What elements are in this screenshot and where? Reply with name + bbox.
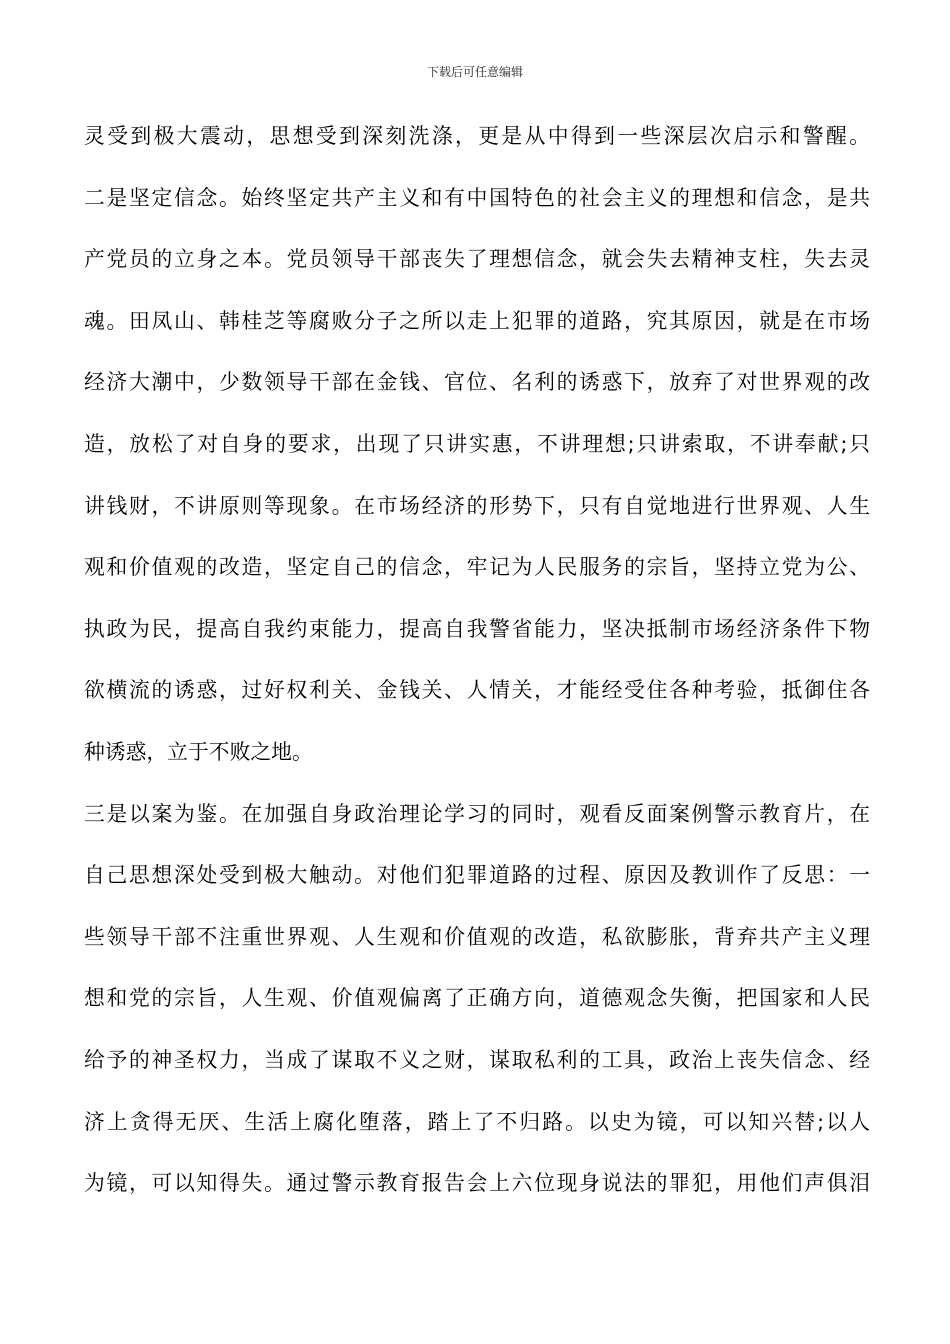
text-line: 欲横流的诱惑，过好权利关、金钱关、人情关，才能经受住各种考验，抵御住各 bbox=[84, 678, 870, 703]
text-line: 产党员的立身之本。党员领导干部丧失了理想信念，就会失去精神支柱，失去灵 bbox=[84, 247, 870, 272]
text-line: 观和价值观的改造，坚定自己的信念，牢记为人民服务的宗旨，坚持立党为公、 bbox=[84, 555, 870, 580]
text-line: 济上贪得无厌、生活上腐化堕落，踏上了不归路。以史为镜，可以知兴替;以人 bbox=[84, 1109, 870, 1134]
text-line: 灵受到极大震动，思想受到深刻洗涤，更是从中得到一些深层次启示和警醒。 bbox=[84, 124, 870, 148]
text-line: 些领导干部不注重世界观、人生观和价值观的改造，私欲膨胀，背弃共产主义理 bbox=[84, 924, 870, 949]
text-line: 经济大潮中，少数领导干部在金钱、官位、名利的诱惑下，放弃了对世界观的改 bbox=[84, 370, 870, 395]
text-line: 种诱惑，立于不败之地。 bbox=[84, 739, 313, 764]
document-body bbox=[84, 106, 870, 1215]
text-line: 想和党的宗旨，人生观、价值观偏离了正确方向，道德观念失衡，把国家和人民 bbox=[84, 986, 870, 1011]
text-line: 魂。田凤山、韩桂芝等腐败分子之所以走上犯罪的道路，究其原因，就是在市场 bbox=[84, 308, 870, 333]
text-line: 造，放松了对自身的要求，出现了只讲实惠，不讲理想;只讲索取，不讲奉献;只 bbox=[84, 431, 870, 456]
text-line: 自己思想深处受到极大触动。对他们犯罪道路的过程、原因及教训作了反思：一 bbox=[84, 863, 870, 888]
text-line: 三是以案为鉴。在加强自身政治理论学习的同时，观看反面案例警示教育片，在 bbox=[84, 801, 870, 826]
text-line: 二是坚定信念。始终坚定共产主义和有中国特色的社会主义的理想和信念，是共 bbox=[84, 185, 870, 210]
text-line: 讲钱财，不讲原则等现象。在市场经济的形势下，只有自觉地进行世界观、人生 bbox=[84, 493, 870, 518]
text-line: 执政为民，提高自我约束能力，提高自我警省能力，坚决抵制市场经济条件下物 bbox=[84, 616, 870, 641]
text-line: 为镜，可以知得失。通过警示教育报告会上六位现身说法的罪犯，用他们声俱泪 bbox=[84, 1171, 870, 1196]
page-header: 下载后可任意编辑 bbox=[426, 65, 523, 79]
text-line: 给予的神圣权力，当成了谋取不义之财，谋取私利的工具，政治上丧失信念、经 bbox=[84, 1047, 870, 1072]
